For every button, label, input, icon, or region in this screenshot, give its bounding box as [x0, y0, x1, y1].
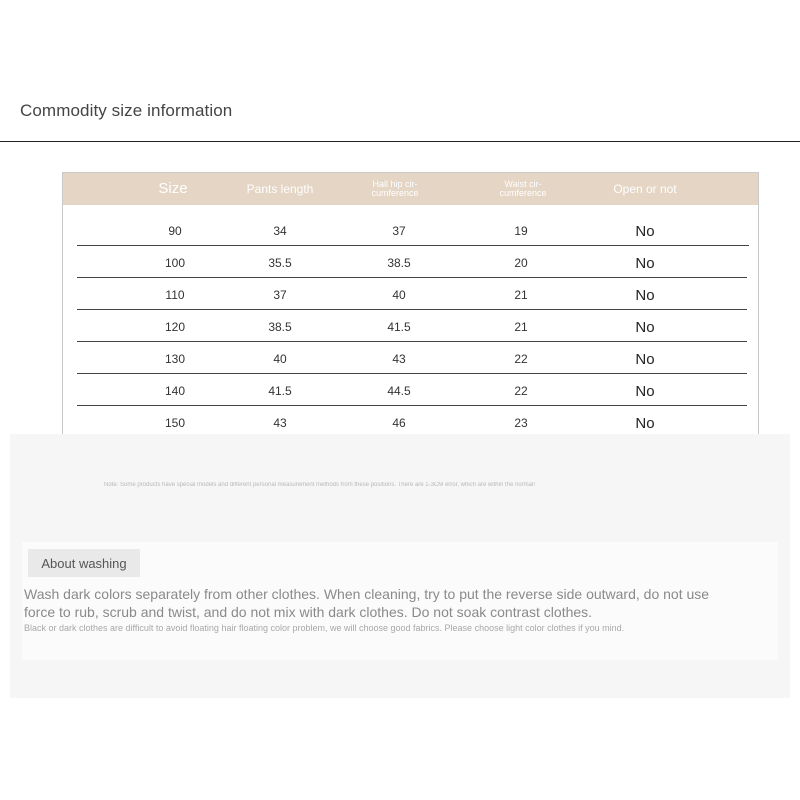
row-divider	[77, 341, 747, 342]
cell-hip: 46	[392, 416, 406, 430]
size-table	[62, 172, 759, 438]
header-pants-length: Pants length	[246, 181, 314, 196]
row-divider	[77, 405, 747, 406]
table-row	[63, 343, 758, 375]
table-row	[63, 375, 758, 407]
cell-pants-length: 35.5	[268, 256, 292, 270]
header-open-or-not: Open or not	[613, 181, 677, 196]
cell-size: 100	[164, 256, 186, 270]
page-title: Commodity size information	[20, 101, 233, 120]
cell-pants-length: 37	[273, 288, 287, 302]
cell-pants-length: 41.5	[268, 384, 292, 398]
cell-open: No	[635, 254, 655, 272]
row-divider	[77, 309, 747, 310]
table-header	[63, 173, 758, 205]
about-washing-tag: About washing	[28, 549, 140, 577]
header-size: Size	[158, 180, 188, 198]
cell-open: No	[635, 350, 655, 368]
row-divider	[77, 277, 747, 278]
cell-hip: 40	[392, 288, 406, 302]
cell-size: 150	[164, 416, 186, 430]
cell-open: No	[635, 318, 655, 336]
cell-waist: 23	[514, 416, 528, 430]
cell-waist: 21	[514, 288, 528, 302]
cell-size: 140	[164, 384, 186, 398]
washing-instructions: Wash dark colors separately from other clothes. When cleaning, try to put the reverse side outward, do not use force to rub, scrub and twist, and do not mix with dark clothes. Do not soak contrast clothes.	[24, 586, 710, 620]
size-note: Note: Some products have special models and different personal measurement methods from these positions. There are 1-3CM error, which are within the normal!	[104, 482, 535, 488]
cell-hip: 38.5	[387, 256, 411, 270]
cell-open: No	[635, 382, 655, 400]
cell-open: No	[635, 286, 655, 304]
row-divider	[77, 373, 747, 374]
cell-pants-length: 38.5	[268, 320, 292, 334]
washing-subtext: Black or dark clothes are difficult to avoid floating hair floating color problem, we will choose good fabrics. Please choose light color clothes if you mind.	[24, 623, 625, 633]
header-waist-circumference: Waist cir- cumference	[499, 178, 547, 198]
cell-waist: 22	[514, 352, 528, 366]
cell-hip: 44.5	[387, 384, 411, 398]
cell-waist: 22	[514, 384, 528, 398]
cell-size: 90	[168, 224, 182, 238]
cell-waist: 21	[514, 320, 528, 334]
cell-pants-length: 43	[273, 416, 287, 430]
cell-hip: 41.5	[387, 320, 411, 334]
table-row	[63, 247, 758, 279]
cell-pants-length: 40	[273, 352, 287, 366]
cell-waist: 20	[514, 256, 528, 270]
row-divider	[77, 245, 749, 246]
cell-size: 120	[164, 320, 186, 334]
cell-pants-length: 34	[273, 224, 287, 238]
cell-hip: 37	[392, 224, 406, 238]
cell-waist: 19	[514, 224, 528, 238]
header-hip-circumference: Hall hip cir- cumference	[371, 178, 419, 198]
cell-size: 110	[165, 288, 185, 302]
cell-size: 130	[164, 352, 186, 366]
table-row	[63, 311, 758, 343]
cell-open: No	[635, 222, 655, 240]
cell-open: No	[635, 414, 655, 432]
title-divider	[0, 141, 800, 142]
table-row	[63, 215, 758, 247]
table-row	[63, 279, 758, 311]
cell-hip: 43	[392, 352, 406, 366]
